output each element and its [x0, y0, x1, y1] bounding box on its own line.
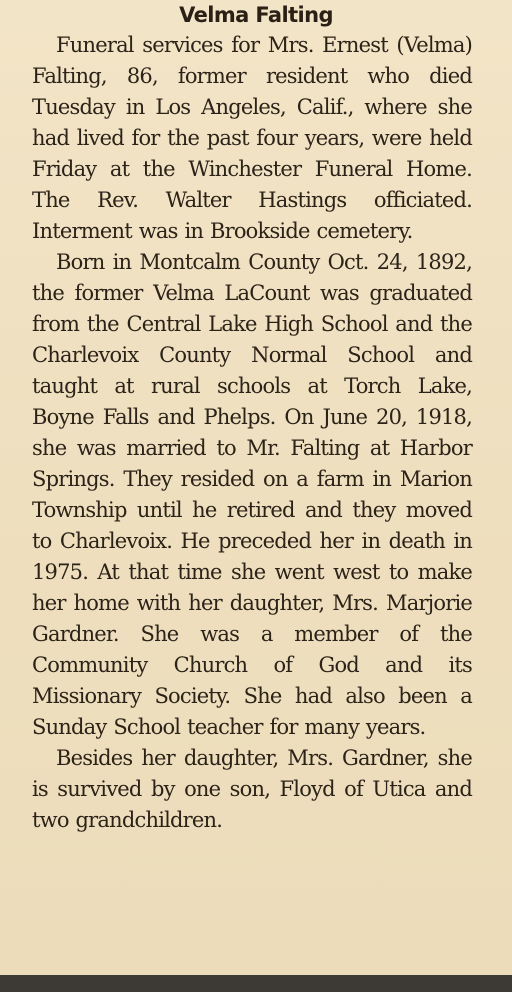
paragraph-survivors: Besides her daughter, Mrs. Gardner, she is survived by one son, Floyd of Utica and two grandchildren. — [32, 746, 472, 832]
obituary-body — [32, 30, 472, 836]
paragraph-biography: Born in Montcalm County Oct. 24, 1892, the former Velma LaCount was graduated from the Central Lake High School and the Charlevoix County Normal School and taught at rural schools at Torch Lake, Boyne Falls and Phelps. On June 20, 1918, she was married to Mr. Falting at Harbor Springs. They resided on a farm in Marion Township until he retired and they moved to Charlevoix. He preceded her in death in 1975. At that time she went west to make her home with her daughter, Mrs. Marjorie Gardner. She was a member of the Community Church of God and its Missionary Society. She had also been a Sunday School teacher for many years. — [32, 250, 472, 739]
paragraph-funeral-services: Funeral services for Mrs. Ernest (Velma) Falting, 86, former resident who died Tuesday in Los Angeles, Calif., where she had lived for the past four years, were held Friday at the Winchester Funeral Home. The Rev. Walter Hastings officiated. Interment was in Brookside cemetery. — [32, 33, 472, 243]
obituary-headline: Velma Falting — [179, 3, 333, 27]
scan-border — [0, 975, 512, 992]
